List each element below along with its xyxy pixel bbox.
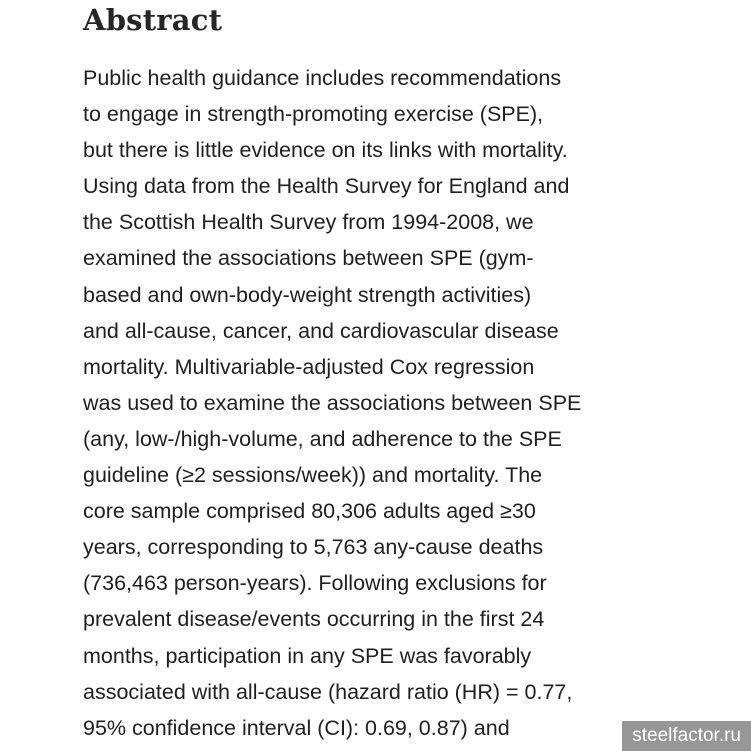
abstract-line: and all-cause, cancer, and cardiovascular disease <box>83 318 559 343</box>
site-watermark: steelfactor.ru <box>622 721 751 751</box>
abstract-line: Public health guidance includes recommendations <box>83 66 562 90</box>
abstract-line: mortality. Multivariable-adjusted Cox regression <box>83 354 535 379</box>
abstract-text <box>83 60 743 746</box>
abstract-heading: Abstract <box>83 3 223 37</box>
abstract-line: prevalent disease/events occurring in the first 24 <box>83 607 545 632</box>
abstract-line: based and own-body-weight strength activities) <box>83 282 532 307</box>
abstract-line: associated with all-cause (hazard ratio (HR) = 0.77, <box>83 679 573 704</box>
abstract-line: 95% confidence interval (CI): 0.69, 0.87) and <box>83 715 510 740</box>
abstract-line: but there is little evidence on its links with mortality. <box>83 138 568 163</box>
abstract-line: the Scottish Health Survey from 1994-2008, we <box>83 210 534 235</box>
abstract-line: was used to examine the associations between SPE <box>83 390 582 415</box>
abstract-line: (736,463 person-years). Following exclusions for <box>83 571 547 596</box>
abstract-line: to engage in strength-promoting exercise (SPE), <box>83 102 544 127</box>
abstract-line: years, corresponding to 5,763 any-cause deaths <box>83 535 544 560</box>
abstract-line: (any, low-/high-volume, and adherence to the SPE <box>83 426 562 451</box>
abstract-line: months, participation in any SPE was favorably <box>83 643 532 668</box>
abstract-line: guideline (≥2 sessions/week)) and mortality. The <box>83 463 543 488</box>
abstract-line: examined the associations between SPE (gym- <box>83 246 534 271</box>
abstract-line: Using data from the Health Survey for England and <box>83 174 570 199</box>
abstract-line: core sample comprised 80,306 adults aged ≥30 <box>83 499 536 524</box>
